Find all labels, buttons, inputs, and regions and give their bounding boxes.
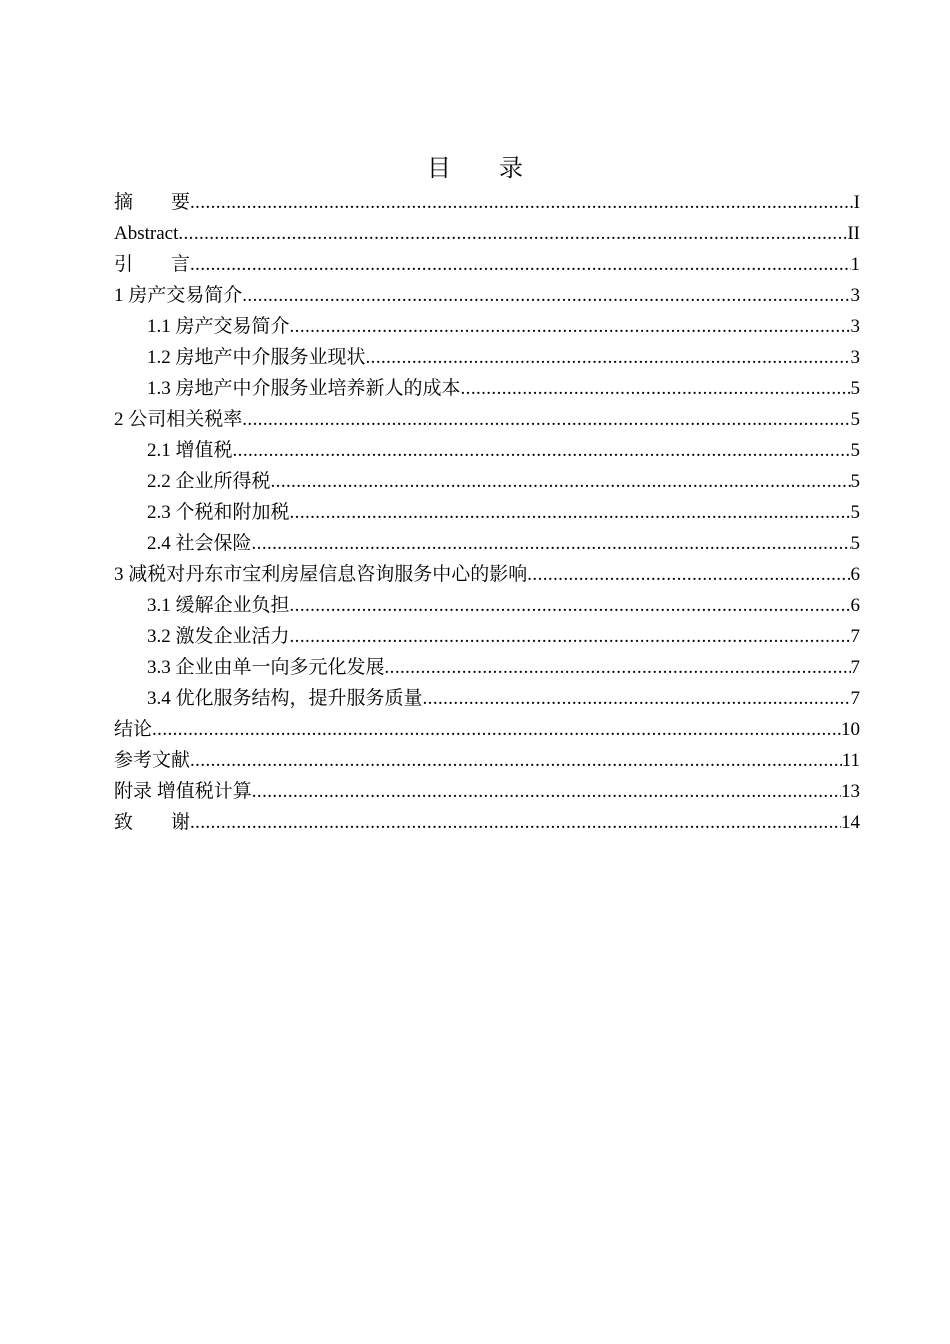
- toc-entry-abstract-en[interactable]: [114, 218, 860, 249]
- toc-entry-page: 5: [850, 502, 860, 523]
- toc-entry-section-2-3[interactable]: [114, 497, 860, 528]
- toc-dot-leader: [190, 745, 842, 776]
- toc-entry-label: 1.2 房地产中介服务业现状: [147, 347, 366, 368]
- toc-entry-label: 3.4 优化服务结构，提升服务质量: [147, 688, 423, 709]
- toc-entry-label: 1.3 房地产中介服务业培养新人的成本: [147, 378, 461, 399]
- toc-entry-label: Abstract: [114, 223, 179, 244]
- toc-dot-leader: [190, 807, 841, 838]
- toc-entry-label: 1.1 房产交易简介: [147, 316, 290, 337]
- toc-entry-section-1-1[interactable]: [114, 311, 860, 342]
- toc-entry-section-3-4[interactable]: [114, 683, 860, 714]
- toc-dot-leader: [366, 342, 851, 373]
- toc-dot-leader: [242, 404, 850, 435]
- toc-entry-label: 2.4 社会保险: [147, 533, 252, 554]
- toc-entry-page: 6: [850, 595, 860, 616]
- toc-entry-page: 10: [841, 719, 860, 740]
- toc-entry-label: 3 减税对丹东市宝利房屋信息咨询服务中心的影响: [114, 564, 528, 585]
- toc-entry-label: 2.2 企业所得税: [147, 471, 271, 492]
- toc-entry-label: 2.1 增值税: [147, 440, 233, 461]
- toc-entry-abstract-cn[interactable]: [114, 187, 860, 218]
- toc-dot-leader: [290, 497, 851, 528]
- toc-entry-page: 5: [850, 378, 860, 399]
- toc-entry-chapter-2[interactable]: [114, 404, 860, 435]
- toc-entry-label: 3.3 企业由单一向多元化发展: [147, 657, 385, 678]
- toc-dot-leader: [178, 218, 847, 249]
- toc-dot-leader: [152, 714, 841, 745]
- toc-entry-section-1-3[interactable]: [114, 373, 860, 404]
- toc-entry-label: 摘 要: [114, 192, 191, 213]
- toc-dot-leader: [242, 280, 850, 311]
- toc-entry-appendix[interactable]: [114, 776, 860, 807]
- toc-entry-page: 7: [850, 657, 860, 678]
- toc-entry-page: 3: [850, 285, 860, 306]
- toc-entry-page: 5: [850, 440, 860, 461]
- toc-entry-label: 引 言: [114, 254, 191, 275]
- toc-entry-label: 致 谢: [114, 812, 191, 833]
- toc-entry-section-2-2[interactable]: [114, 466, 860, 497]
- toc-entry-page: 13: [841, 781, 860, 802]
- toc-title: 目 录: [427, 154, 523, 182]
- toc-entry-page: 5: [850, 471, 860, 492]
- toc-dot-leader: [252, 528, 851, 559]
- toc-entry-label: 1 房产交易简介: [114, 285, 243, 306]
- toc-dot-leader: [290, 621, 851, 652]
- toc-dot-leader: [385, 652, 851, 683]
- toc-entry-page: 3: [850, 316, 860, 337]
- toc-entry-section-2-1[interactable]: [114, 435, 860, 466]
- toc-entry-introduction[interactable]: [114, 249, 860, 280]
- toc-entry-label: 2.3 个税和附加税: [147, 502, 290, 523]
- toc-dot-leader: [461, 373, 851, 404]
- toc-entry-references[interactable]: [114, 745, 860, 776]
- toc-entry-section-3-3[interactable]: [114, 652, 860, 683]
- toc-entry-section-3-1[interactable]: [114, 590, 860, 621]
- toc-dot-leader: [423, 683, 851, 714]
- table-of-contents: [114, 187, 860, 838]
- toc-entry-page: I: [853, 192, 860, 213]
- toc-dot-leader: [233, 435, 851, 466]
- toc-dot-leader: [190, 187, 854, 218]
- toc-entry-chapter-1[interactable]: [114, 280, 860, 311]
- toc-dot-leader: [271, 466, 851, 497]
- toc-dot-leader: [190, 249, 850, 280]
- toc-entry-page: 7: [850, 626, 860, 647]
- toc-entry-page: 6: [850, 564, 860, 585]
- toc-entry-section-3-2[interactable]: [114, 621, 860, 652]
- toc-entry-page: 11: [841, 750, 860, 771]
- toc-entry-page: II: [847, 223, 860, 244]
- toc-entry-chapter-3[interactable]: [114, 559, 860, 590]
- toc-dot-leader: [290, 590, 851, 621]
- toc-entry-label: 附录 增值税计算: [114, 781, 252, 802]
- toc-entry-section-2-4[interactable]: [114, 528, 860, 559]
- toc-entry-page: 5: [850, 533, 860, 554]
- toc-entry-page: 3: [850, 347, 860, 368]
- toc-entry-conclusion[interactable]: [114, 714, 860, 745]
- toc-dot-leader: [527, 559, 850, 590]
- toc-entry-page: 7: [850, 688, 860, 709]
- toc-entry-page: 5: [850, 409, 860, 430]
- toc-entry-label: 3.1 缓解企业负担: [147, 595, 290, 616]
- toc-entry-acknowledgements[interactable]: [114, 807, 860, 838]
- toc-dot-leader: [252, 776, 841, 807]
- toc-entry-page: 14: [841, 812, 860, 833]
- toc-entry-label: 2 公司相关税率: [114, 409, 243, 430]
- toc-entry-section-1-2[interactable]: [114, 342, 860, 373]
- toc-dot-leader: [290, 311, 851, 342]
- toc-entry-label: 结论: [114, 719, 153, 740]
- toc-entry-label: 3.2 激发企业活力: [147, 626, 290, 647]
- toc-entry-label: 参考文献: [114, 750, 191, 771]
- toc-entry-page: 1: [850, 254, 860, 275]
